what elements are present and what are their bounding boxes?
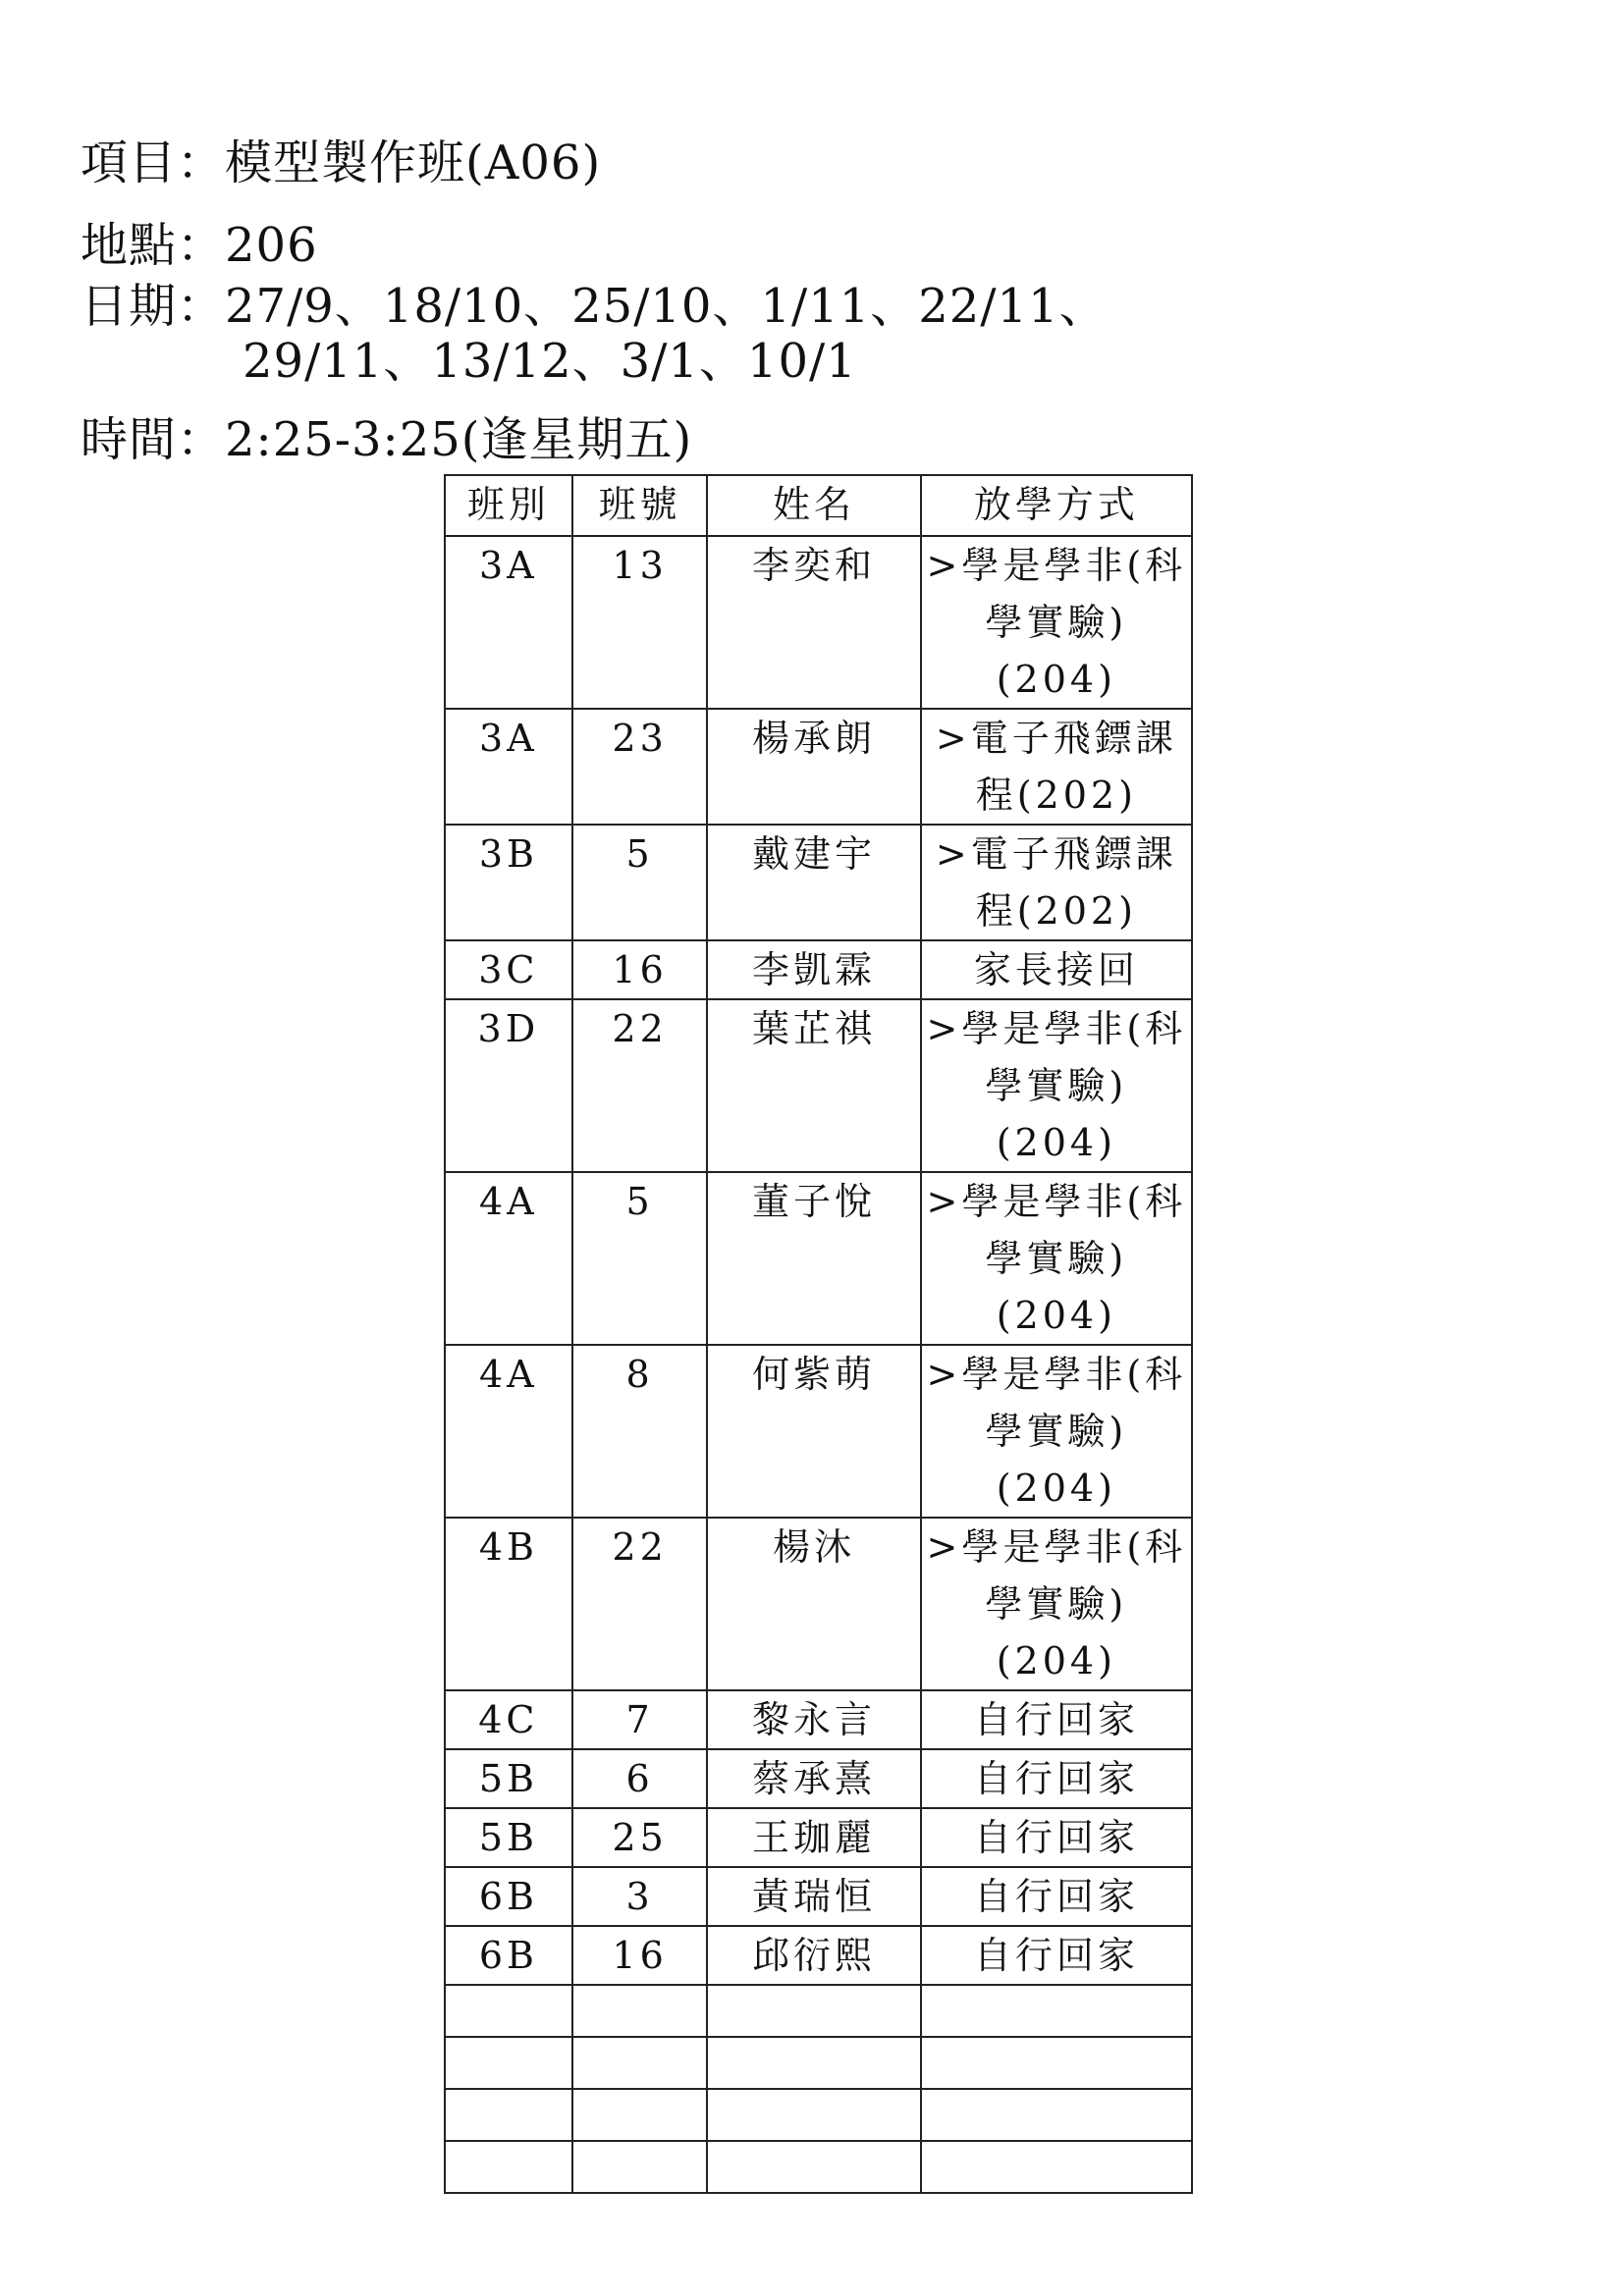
cell-dismissal: 自行回家 (921, 1749, 1192, 1808)
cell-class: 5B (445, 1808, 572, 1867)
cell-class: 4A (445, 1172, 572, 1345)
table-row (445, 1690, 1192, 1749)
empty-cell (572, 2037, 708, 2089)
empty-cell (445, 1985, 572, 2037)
table-row (445, 1749, 1192, 1808)
cell-dismissal: >電子飛鏢課程(202) (921, 825, 1192, 940)
empty-row (445, 2037, 1192, 2089)
cell-name: 黃瑞恒 (707, 1867, 920, 1926)
table-row (445, 1867, 1192, 1926)
empty-cell (707, 2037, 920, 2089)
header-dismissal: 放學方式 (921, 475, 1192, 536)
cell-name: 李奕和 (707, 536, 920, 709)
cell-class-number: 23 (572, 709, 708, 825)
cell-name: 楊承朗 (707, 709, 920, 825)
cell-class-number: 7 (572, 1690, 708, 1749)
empty-cell (445, 2089, 572, 2141)
table-row (445, 999, 1192, 1172)
info-date: 日期：27/9、18/10、25/10、1/11、22/11、 (81, 279, 1108, 334)
empty-row (445, 2141, 1192, 2193)
cell-dismissal: >學是學非(科學實驗)(204) (921, 536, 1192, 709)
student-table (444, 474, 1193, 2194)
cell-class: 5B (445, 1749, 572, 1808)
cell-name: 李凱霖 (707, 940, 920, 999)
empty-cell (707, 2089, 920, 2141)
cell-name: 董子悅 (707, 1172, 920, 1345)
cell-class: 4B (445, 1518, 572, 1690)
empty-cell (921, 1985, 1192, 2037)
empty-cell (707, 2141, 920, 2193)
cell-dismissal: 自行回家 (921, 1690, 1192, 1749)
table-row (445, 1345, 1192, 1518)
cell-class-number: 16 (572, 1926, 708, 1985)
cell-name: 蔡承熹 (707, 1749, 920, 1808)
cell-class-number: 16 (572, 940, 708, 999)
empty-cell (921, 2037, 1192, 2089)
table-row (445, 940, 1192, 999)
cell-dismissal: 自行回家 (921, 1926, 1192, 1985)
cell-name: 邱衍熙 (707, 1926, 920, 1985)
empty-cell (921, 2089, 1192, 2141)
header-class-number: 班號 (572, 475, 708, 536)
empty-cell (921, 2141, 1192, 2193)
cell-class-number: 8 (572, 1345, 708, 1518)
cell-class-number: 5 (572, 1172, 708, 1345)
table-row (445, 1926, 1192, 1985)
cell-dismissal: >學是學非(科學實驗)(204) (921, 1345, 1192, 1518)
header-name: 姓名 (707, 475, 920, 536)
cell-class-number: 25 (572, 1808, 708, 1867)
cell-name: 何紫萌 (707, 1345, 920, 1518)
cell-dismissal: 自行回家 (921, 1867, 1192, 1926)
cell-class: 4A (445, 1345, 572, 1518)
cell-class: 3B (445, 825, 572, 940)
table-row (445, 1808, 1192, 1867)
info-time: 時間：2:25-3:25(逢星期五) (81, 412, 693, 467)
cell-dismissal: 自行回家 (921, 1808, 1192, 1867)
cell-class: 6B (445, 1926, 572, 1985)
cell-dismissal: 家長接回 (921, 940, 1192, 999)
cell-class-number: 6 (572, 1749, 708, 1808)
empty-cell (572, 2141, 708, 2193)
cell-name: 戴建宇 (707, 825, 920, 940)
empty-row (445, 2089, 1192, 2141)
cell-class: 3C (445, 940, 572, 999)
table-header-row (445, 475, 1192, 536)
cell-class: 3A (445, 536, 572, 709)
cell-class: 3A (445, 709, 572, 825)
cell-class: 3D (445, 999, 572, 1172)
cell-name: 楊沐 (707, 1518, 920, 1690)
cell-name: 葉芷祺 (707, 999, 920, 1172)
empty-row (445, 1985, 1192, 2037)
cell-name: 黎永言 (707, 1690, 920, 1749)
cell-class-number: 22 (572, 999, 708, 1172)
info-location: 地點：206 (81, 218, 318, 273)
empty-cell (572, 1985, 708, 2037)
info-item: 項目：模型製作班(A06) (81, 135, 602, 190)
empty-cell (445, 2141, 572, 2193)
cell-class: 4C (445, 1690, 572, 1749)
table-row (445, 1518, 1192, 1690)
cell-class-number: 22 (572, 1518, 708, 1690)
empty-cell (445, 2037, 572, 2089)
cell-class-number: 13 (572, 536, 708, 709)
empty-cell (572, 2089, 708, 2141)
cell-dismissal: >電子飛鏢課程(202) (921, 709, 1192, 825)
cell-name: 王珈麗 (707, 1808, 920, 1867)
table-row (445, 1172, 1192, 1345)
cell-class: 6B (445, 1867, 572, 1926)
info-date-continued: 29/11、13/12、3/1、10/1 (243, 334, 857, 389)
cell-class-number: 5 (572, 825, 708, 940)
table-body (445, 536, 1192, 2193)
cell-dismissal: >學是學非(科學實驗)(204) (921, 1172, 1192, 1345)
table-row (445, 825, 1192, 940)
table-row (445, 709, 1192, 825)
empty-cell (707, 1985, 920, 2037)
cell-dismissal: >學是學非(科學實驗)(204) (921, 1518, 1192, 1690)
cell-class-number: 3 (572, 1867, 708, 1926)
header-class: 班別 (445, 475, 572, 536)
table-row (445, 536, 1192, 709)
cell-dismissal: >學是學非(科學實驗)(204) (921, 999, 1192, 1172)
